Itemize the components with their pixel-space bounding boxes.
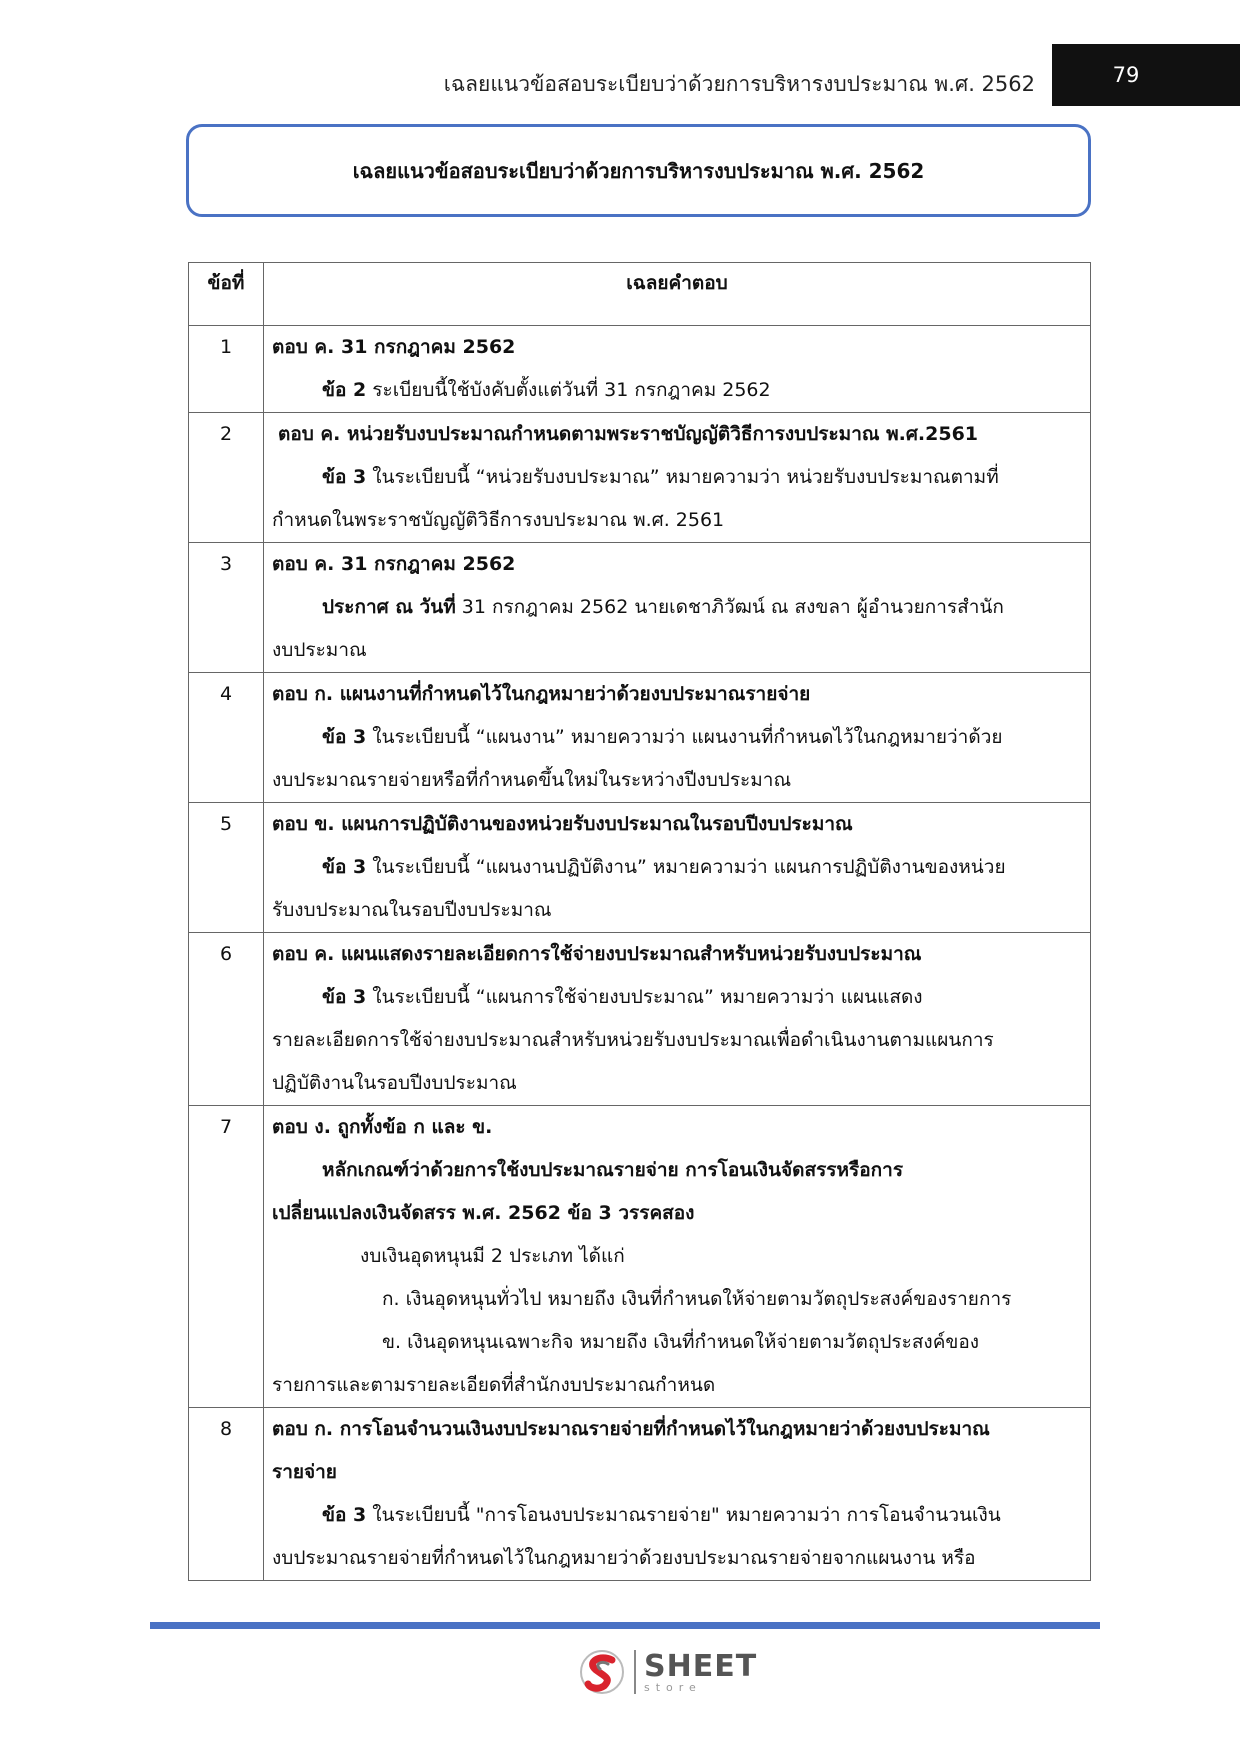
table-row	[189, 1408, 1091, 1581]
question-number: 1	[189, 326, 264, 413]
running-header: เฉลยแนวข้อสอบระเบียบว่าด้วยการบริหารงบประมาณ พ.ศ. 2562	[443, 72, 1035, 96]
explanation	[272, 716, 1082, 759]
question-number: 7	[189, 1106, 264, 1408]
explanation	[272, 586, 1082, 629]
question-number: 5	[189, 803, 264, 933]
list-item: ก. เงินอุดหนุนทั่วไป หมายถึง เงินที่กำหนดให้จ่ายตามวัตถุประสงค์ของรายการ	[382, 1288, 1012, 1310]
explanation-continued: กำหนดในพระราชบัญญัติวิธีการงบประมาณ พ.ศ. 2561	[272, 509, 725, 531]
list-item-continued: รายการและตามรายละเอียดที่สำนักงบประมาณกำหนด	[272, 1374, 716, 1396]
explanation-continued: งบประมาณรายจ่ายหรือที่กำหนดขึ้นใหม่ในระหว่างปีงบประมาณ	[272, 769, 792, 791]
explanation	[272, 369, 1082, 412]
logo-separator	[634, 1650, 636, 1694]
question-number: 6	[189, 933, 264, 1106]
explanation	[272, 456, 1082, 499]
answer-choice: ตอบ ค. 31 กรกฎาคม 2562	[272, 336, 516, 358]
reference: ข้อ 3	[322, 466, 367, 488]
reference: ข้อ 3	[322, 726, 367, 748]
explanation-continued: งบประมาณ	[272, 639, 367, 661]
answer-choice: ตอบ ข. แผนการปฏิบัติงานของหน่วยรับงบประมาณในรอบปีงบประมาณ	[272, 813, 853, 835]
explanation-text: 31 กรกฎาคม 2562 นายเดชาภิวัฒน์ ณ สงขลา ผู้อำนวยการสำนัก	[461, 596, 1004, 618]
table-row	[189, 933, 1091, 1106]
explanation-text: ในระเบียบนี้ "การโอนงบประมาณรายจ่าย" หมายความว่า การโอนจำนวนเงิน	[372, 1504, 1001, 1526]
reference: ข้อ 3	[322, 856, 367, 878]
question-number: 3	[189, 543, 264, 673]
explanation-text: งบเงินอุดหนุนมี 2 ประเภท ได้แก่	[360, 1245, 625, 1267]
page-number: 79	[1052, 44, 1240, 106]
table-header-row	[189, 263, 1091, 326]
reference: ประกาศ ณ วันที่	[322, 596, 456, 618]
explanation	[272, 976, 1082, 1019]
table-row	[189, 1106, 1091, 1408]
answer-cell	[264, 1408, 1091, 1581]
regulation-reference: หลักเกณฑ์ว่าด้วยการใช้งบประมาณรายจ่าย การโอนเงินจัดสรรหรือการ	[322, 1159, 904, 1181]
answer-table	[188, 262, 1091, 1581]
explanation-text: ในระเบียบนี้ “หน่วยรับงบประมาณ” หมายความว่า หน่วยรับงบประมาณตามที่	[372, 466, 999, 488]
document-title: เฉลยแนวข้อสอบระเบียบว่าด้วยการบริหารงบประมาณ พ.ศ. 2562	[352, 158, 925, 183]
question-number: 8	[189, 1408, 264, 1581]
reference: ข้อ 3	[322, 1504, 367, 1526]
answer-cell	[264, 1106, 1091, 1408]
answer-cell	[264, 413, 1091, 543]
table-row	[189, 673, 1091, 803]
explanation-continued: ปฏิบัติงานในรอบปีงบประมาณ	[272, 1072, 517, 1094]
reference: ข้อ 2	[322, 379, 367, 401]
answer-choice: ตอบ ก. การโอนจำนวนเงินงบประมาณรายจ่ายที่กำหนดไว้ในกฎหมายว่าด้วยงบประมาณ	[272, 1418, 990, 1440]
sheet-store-logo-icon	[578, 1648, 626, 1696]
table-row	[189, 326, 1091, 413]
answer-choice: ตอบ ค. หน่วยรับงบประมาณกำหนดตามพระราชบัญญัติวิธีการงบประมาณ พ.ศ.2561	[278, 423, 979, 445]
explanation-continued: รายละเอียดการใช้จ่ายงบประมาณสำหรับหน่วยรับงบประมาณเพื่อดำเนินงานตามแผนการ	[272, 1029, 994, 1051]
explanation-continued: งบประมาณรายจ่ายที่กำหนดไว้ในกฎหมายว่าด้วยงบประมาณรายจ่ายจากแผนงาน หรือ	[272, 1547, 976, 1569]
answer-choice-continued: รายจ่าย	[272, 1461, 337, 1483]
column-header-answer: เฉลยคำตอบ	[264, 263, 1091, 326]
explanation	[272, 1494, 1082, 1537]
answer-choice: ตอบ ค. 31 กรกฎาคม 2562	[272, 553, 516, 575]
column-header-number: ข้อที่	[189, 263, 264, 326]
explanation-text: ในระเบียบนี้ “แผนงาน” หมายความว่า แผนงานที่กำหนดไว้ในกฎหมายว่าด้วย	[372, 726, 1003, 748]
explanation-text: ในระเบียบนี้ “แผนงานปฏิบัติงาน” หมายความว่า แผนการปฏิบัติงานของหน่วย	[372, 856, 1006, 878]
footer-divider	[150, 1622, 1100, 1629]
answer-cell	[264, 326, 1091, 413]
table-row	[189, 803, 1091, 933]
logo-wordmark: SHEET	[644, 1648, 758, 1684]
answer-cell	[264, 543, 1091, 673]
answer-cell	[264, 803, 1091, 933]
answer-choice: ตอบ ง. ถูกทั้งข้อ ก และ ข.	[272, 1116, 493, 1138]
table-row	[189, 413, 1091, 543]
answer-choice: ตอบ ก. แผนงานที่กำหนดไว้ในกฎหมายว่าด้วยงบประมาณรายจ่าย	[272, 683, 811, 705]
list-item: ข. เงินอุดหนุนเฉพาะกิจ หมายถึง เงินที่กำหนดให้จ่ายตามวัตถุประสงค์ของ	[382, 1331, 980, 1353]
table-row	[189, 543, 1091, 673]
question-number: 2	[189, 413, 264, 543]
sheet-store-logo	[578, 1648, 757, 1696]
answer-cell	[264, 673, 1091, 803]
logo-subtext: store	[644, 1680, 702, 1694]
explanation-text: ในระเบียบนี้ “แผนการใช้จ่ายงบประมาณ” หมายความว่า แผนแสดง	[372, 986, 923, 1008]
answer-choice: ตอบ ค. แผนแสดงรายละเอียดการใช้จ่ายงบประมาณสำหรับหน่วยรับงบประมาณ	[272, 943, 922, 965]
reference: ข้อ 3	[322, 986, 367, 1008]
explanation	[272, 846, 1082, 889]
explanation-continued: รับงบประมาณในรอบปีงบประมาณ	[272, 899, 552, 921]
question-number: 4	[189, 673, 264, 803]
answer-cell	[264, 933, 1091, 1106]
explanation-text: ระเบียบนี้ใช้บังคับตั้งแต่วันที่ 31 กรกฎาคม 2562	[372, 379, 771, 401]
document-title-box	[186, 124, 1091, 217]
logo-text	[644, 1648, 758, 1694]
regulation-reference-continued: เปลี่ยนแปลงเงินจัดสรร พ.ศ. 2562 ข้อ 3 วรรคสอง	[272, 1202, 695, 1224]
